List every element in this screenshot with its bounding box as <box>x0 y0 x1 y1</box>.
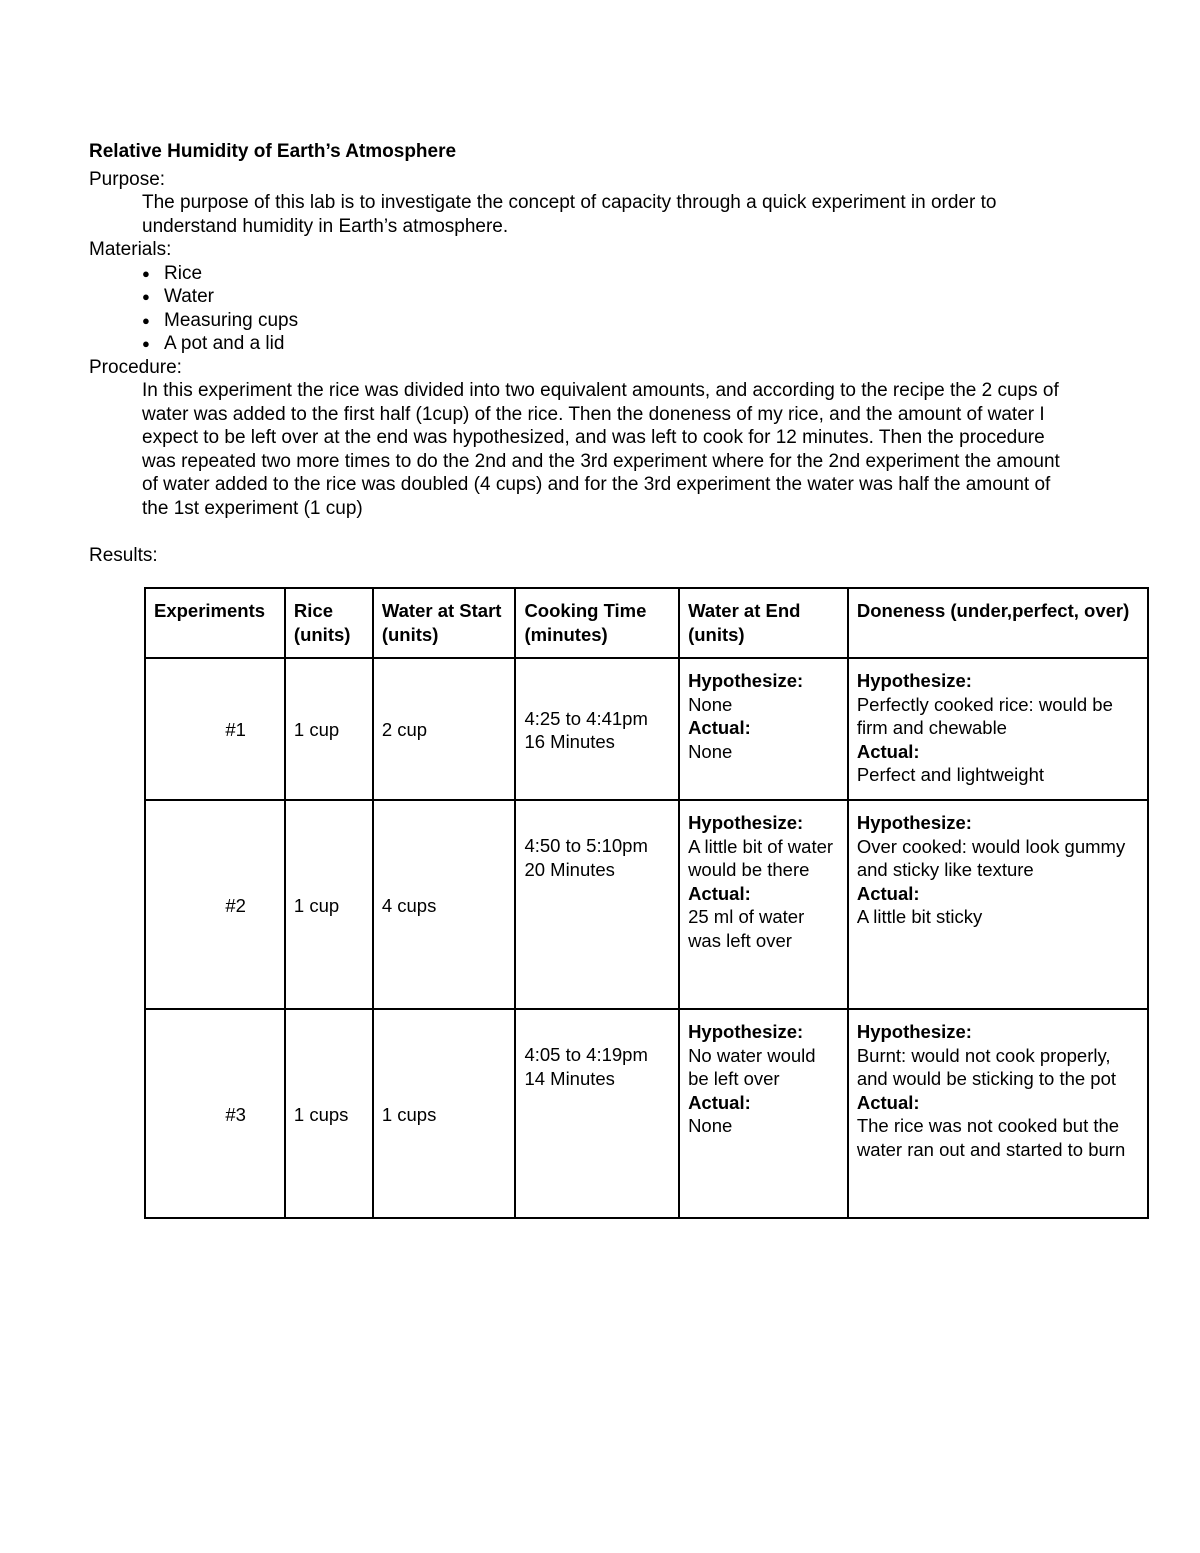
actual-text: A little bit sticky <box>856 906 983 927</box>
results-table <box>144 587 1149 1219</box>
actual-text: 25 ml of water was left over <box>688 906 805 951</box>
hypothesize-text: No water would be left over <box>688 1044 816 1089</box>
header-rice: Rice (units) <box>285 588 373 658</box>
table-row <box>145 658 1148 800</box>
doneness-cell <box>848 1009 1148 1218</box>
hypothesize-label: Hypothesize: <box>856 670 972 691</box>
document-page <box>89 140 1159 1160</box>
hypothesize-text: Burnt: would not cook properly, and would be sticking to the pot <box>856 1044 1117 1089</box>
materials-label: Materials: <box>89 239 172 260</box>
hypothesize-text: A little bit of water would be there <box>688 835 834 880</box>
water-start-cell: 4 cups <box>373 800 516 1009</box>
hypothesize-label: Hypothesize: <box>688 670 804 691</box>
hypothesize-text: None <box>688 693 733 715</box>
hypothesize-label: Hypothesize: <box>856 812 972 833</box>
purpose-text: The purpose of this lab is to investigate the concept of capacity through a quick experiment in order to understand humidity in Earth’s atmosphere. <box>142 192 997 237</box>
water-start-cell: 1 cups <box>373 1009 516 1218</box>
experiment-cell: #2 <box>145 800 285 1009</box>
doneness-cell <box>848 658 1148 800</box>
time-minutes: 16 Minutes <box>524 731 615 752</box>
actual-label: Actual: <box>856 1091 920 1113</box>
actual-text: None <box>688 1115 733 1136</box>
table-row <box>145 800 1148 1009</box>
cooking-time-cell <box>515 800 679 1009</box>
cooking-time-cell <box>515 1009 679 1218</box>
procedure-text: In this experiment the rice was divided into two equivalent amounts, and according to the recipe the 2 cups of water was added to the first half (1cup) of the rice. Then the doneness of my rice, and the amount of water I expect to be left over at the end was hypothesized, and was left to cook for 12 minutes. Then the procedure was repeated two more times to do the 2nd and the 3rd experiment where for the 2nd experiment the amount of water added to the rice was doubled (4 cups) and for the 3rd experiment the water was half the amount of the 1st experiment (1 cup) <box>142 380 1060 519</box>
doneness-cell <box>848 800 1148 1009</box>
materials-list <box>89 262 1159 356</box>
actual-text: Perfect and lightweight <box>856 764 1045 785</box>
header-cooking-time: Cooking Time (minutes) <box>515 588 679 658</box>
results-label: Results: <box>89 545 158 566</box>
water-end-cell <box>679 658 848 800</box>
actual-label: Actual: <box>856 882 920 904</box>
experiment-cell: #1 <box>145 658 285 800</box>
time-range: 4:05 to 4:19pm <box>524 1044 648 1065</box>
hypothesize-label: Hypothesize: <box>688 812 804 833</box>
actual-label: Actual: <box>856 740 920 762</box>
rice-cell: 1 cup <box>285 800 373 1009</box>
time-range: 4:25 to 4:41pm <box>524 707 648 729</box>
table-header-row <box>145 588 1148 658</box>
hypothesize-label: Hypothesize: <box>856 1021 972 1042</box>
time-minutes: 14 Minutes <box>524 1067 615 1089</box>
time-range: 4:50 to 5:10pm <box>524 835 648 856</box>
list-item: ● Measuring cups <box>142 309 1159 333</box>
header-doneness: Doneness (under,perfect, over) <box>848 588 1148 658</box>
purpose-label: Purpose: <box>89 168 166 190</box>
experiment-cell: #3 <box>145 1009 285 1218</box>
list-item: ● Water <box>142 285 1159 309</box>
header-experiments: Experiments <box>145 588 285 658</box>
water-end-cell <box>679 800 848 1009</box>
actual-text: The rice was not cooked but the water ran out and started to burn <box>856 1115 1126 1160</box>
actual-label: Actual: <box>688 717 751 738</box>
cooking-time-cell <box>515 658 679 800</box>
hypothesize-label: Hypothesize: <box>688 1021 804 1042</box>
actual-label: Actual: <box>688 1091 751 1113</box>
water-end-cell <box>679 1009 848 1218</box>
header-water-start: Water at Start (units) <box>373 588 516 658</box>
list-item: ● Rice <box>142 262 1159 286</box>
procedure-label: Procedure: <box>89 356 182 378</box>
time-minutes: 20 Minutes <box>524 858 615 880</box>
header-water-end: Water at End (units) <box>679 588 848 658</box>
actual-text: None <box>688 740 733 762</box>
table-row <box>145 1009 1148 1218</box>
hypothesize-text: Over cooked: would look gummy and sticky like texture <box>856 835 1126 880</box>
hypothesize-text: Perfectly cooked rice: would be firm and chewable <box>856 693 1113 738</box>
rice-cell: 1 cups <box>285 1009 373 1218</box>
water-start-cell: 2 cup <box>373 658 516 800</box>
actual-label: Actual: <box>688 882 751 904</box>
document-title: Relative Humidity of Earth’s Atmosphere <box>89 141 457 162</box>
rice-cell: 1 cup <box>285 658 373 800</box>
list-item: ● A pot and a lid <box>142 332 1159 356</box>
